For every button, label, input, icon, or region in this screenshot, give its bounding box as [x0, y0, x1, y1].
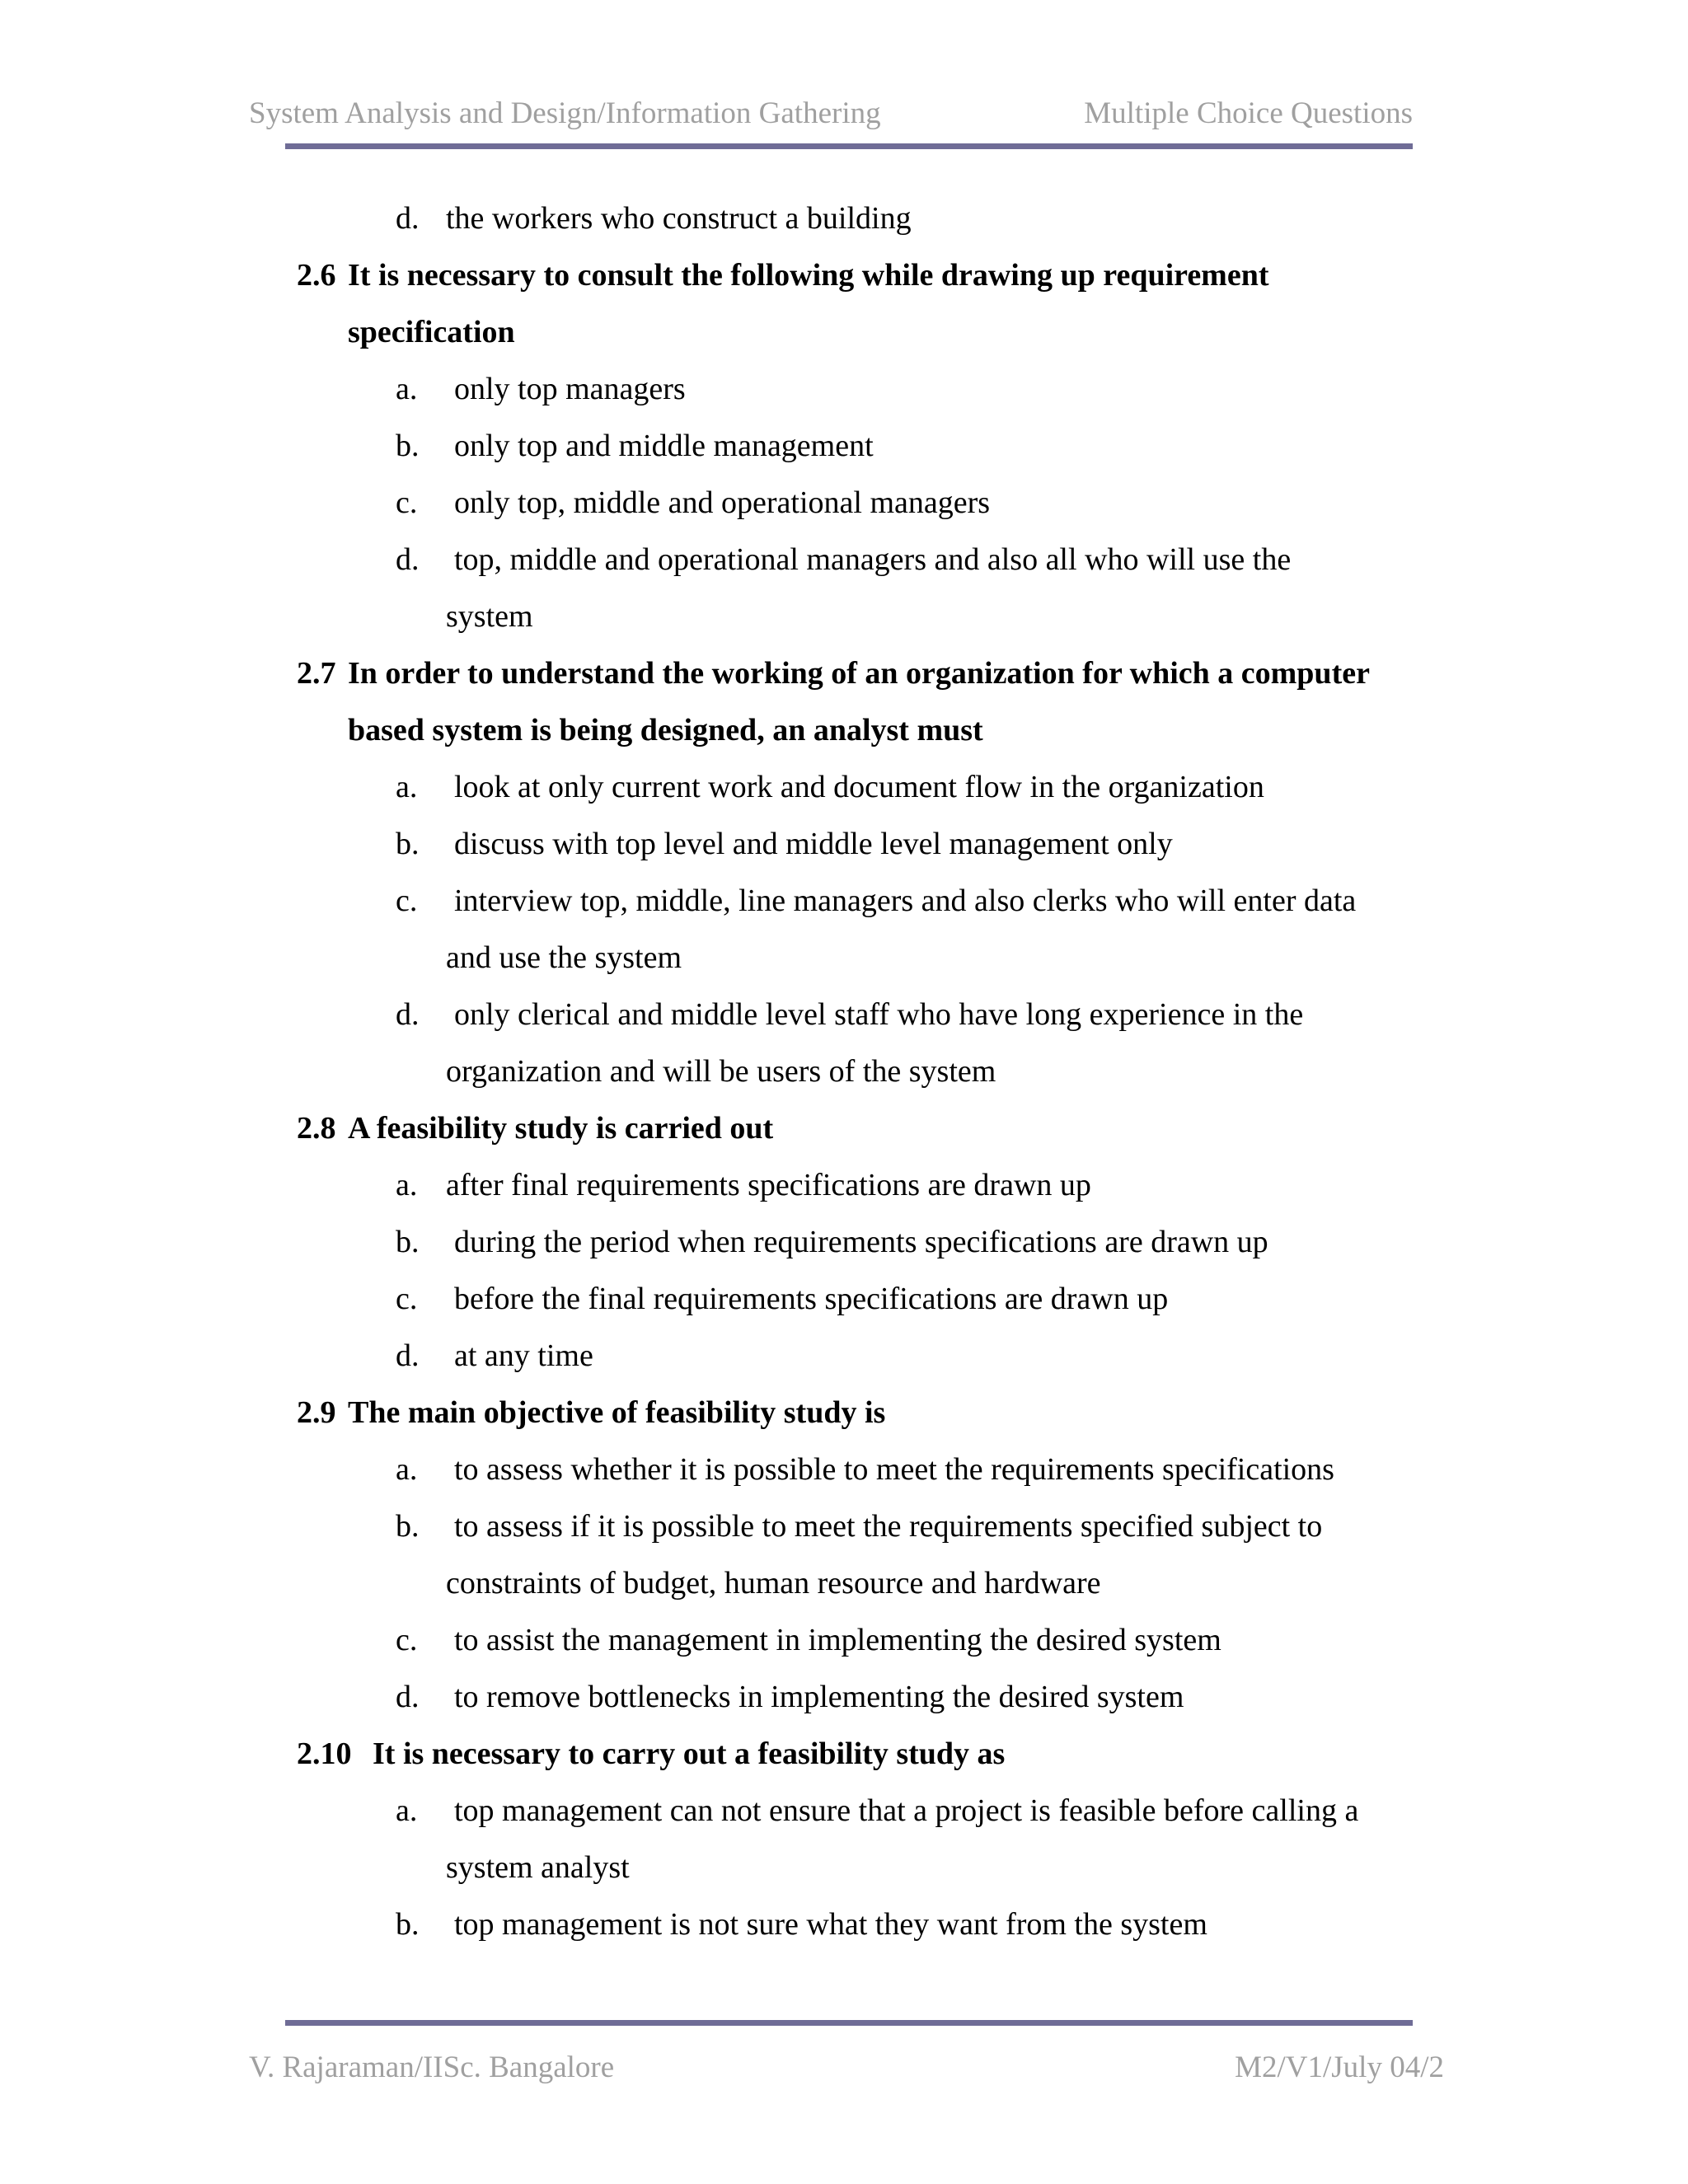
option-text-continued: organization and will be users of the system — [446, 1054, 996, 1089]
option-text: top management is not sure what they want from the system — [454, 1907, 1207, 1942]
option-letter: d. — [396, 1338, 420, 1373]
question-number: 2.6 — [297, 258, 336, 293]
option-text: to assess whether it is possible to meet the requirements specifications — [454, 1452, 1334, 1487]
carryover-option-letter: d. — [396, 201, 420, 236]
option-text: top, middle and operational managers and also all who will use the — [454, 542, 1292, 577]
question-text-continued: based system is being designed, an analyst must — [348, 713, 983, 748]
option-letter: c. — [396, 883, 418, 918]
option-letter: a. — [396, 372, 418, 406]
option-letter: d. — [396, 1680, 420, 1714]
option-letter: b. — [396, 1509, 420, 1544]
option-text: discuss with top level and middle level management only — [454, 827, 1173, 861]
option-letter: d. — [396, 997, 420, 1032]
option-text: to remove bottlenecks in implementing the desired system — [454, 1680, 1184, 1714]
option-letter: b. — [396, 827, 420, 861]
option-text: only clerical and middle level staff who have long experience in the — [454, 997, 1304, 1032]
option-text: after final requirements specifications are drawn up — [446, 1168, 1091, 1202]
option-letter: b. — [396, 1225, 420, 1259]
option-letter: c. — [396, 1623, 418, 1657]
option-text: before the final requirements specifications are drawn up — [454, 1282, 1169, 1316]
option-text-continued: system analyst — [446, 1850, 630, 1885]
option-text: to assist the management in implementing the desired system — [454, 1623, 1221, 1657]
question-text: It is necessary to carry out a feasibility study as — [373, 1736, 1006, 1771]
footer-rule — [285, 2020, 1413, 2026]
option-letter: a. — [396, 1793, 418, 1828]
page-header-right: Multiple Choice Questions — [1084, 96, 1413, 130]
option-letter: a. — [396, 1168, 418, 1202]
option-text: only top and middle management — [454, 429, 874, 463]
question-number: 2.10 — [297, 1736, 352, 1771]
option-text: at any time — [454, 1338, 593, 1373]
option-text: interview top, middle, line managers and also clerks who will enter data — [454, 883, 1357, 918]
option-text: only top managers — [454, 372, 686, 406]
question-text-continued: specification — [348, 315, 515, 349]
option-letter: a. — [396, 770, 418, 804]
option-letter: b. — [396, 429, 420, 463]
option-text: top management can not ensure that a project is feasible before calling a — [454, 1793, 1359, 1828]
header-rule — [285, 143, 1413, 149]
question-number: 2.8 — [297, 1111, 336, 1146]
option-text-continued: and use the system — [446, 940, 682, 975]
question-number: 2.7 — [297, 656, 336, 691]
carryover-option-text: the workers who construct a building — [446, 201, 912, 236]
option-letter: a. — [396, 1452, 418, 1487]
page-header-left: System Analysis and Design/Information Gathering — [249, 96, 881, 130]
option-text-continued: system — [446, 599, 533, 634]
option-letter: c. — [396, 485, 418, 520]
question-text: A feasibility study is carried out — [348, 1111, 774, 1146]
question-number: 2.9 — [297, 1395, 336, 1430]
option-letter: b. — [396, 1907, 420, 1942]
question-text: The main objective of feasibility study is — [348, 1395, 886, 1430]
option-text: only top, middle and operational managers — [454, 485, 991, 520]
option-text-continued: constraints of budget, human resource and hardware — [446, 1566, 1101, 1601]
option-text: look at only current work and document flow in the organization — [454, 770, 1264, 804]
option-text: during the period when requirements specifications are drawn up — [454, 1225, 1268, 1259]
page-footer-right: M2/V1/July 04/2 — [1235, 2050, 1444, 2084]
page-footer-left: V. Rajaraman/IISc. Bangalore — [249, 2050, 615, 2084]
option-letter: c. — [396, 1282, 418, 1316]
option-text: to assess if it is possible to meet the requirements specified subject to — [454, 1509, 1323, 1544]
question-text: In order to understand the working of an organization for which a computer — [348, 656, 1370, 691]
option-letter: d. — [396, 542, 420, 577]
question-text: It is necessary to consult the following while drawing up requirement — [348, 258, 1269, 293]
